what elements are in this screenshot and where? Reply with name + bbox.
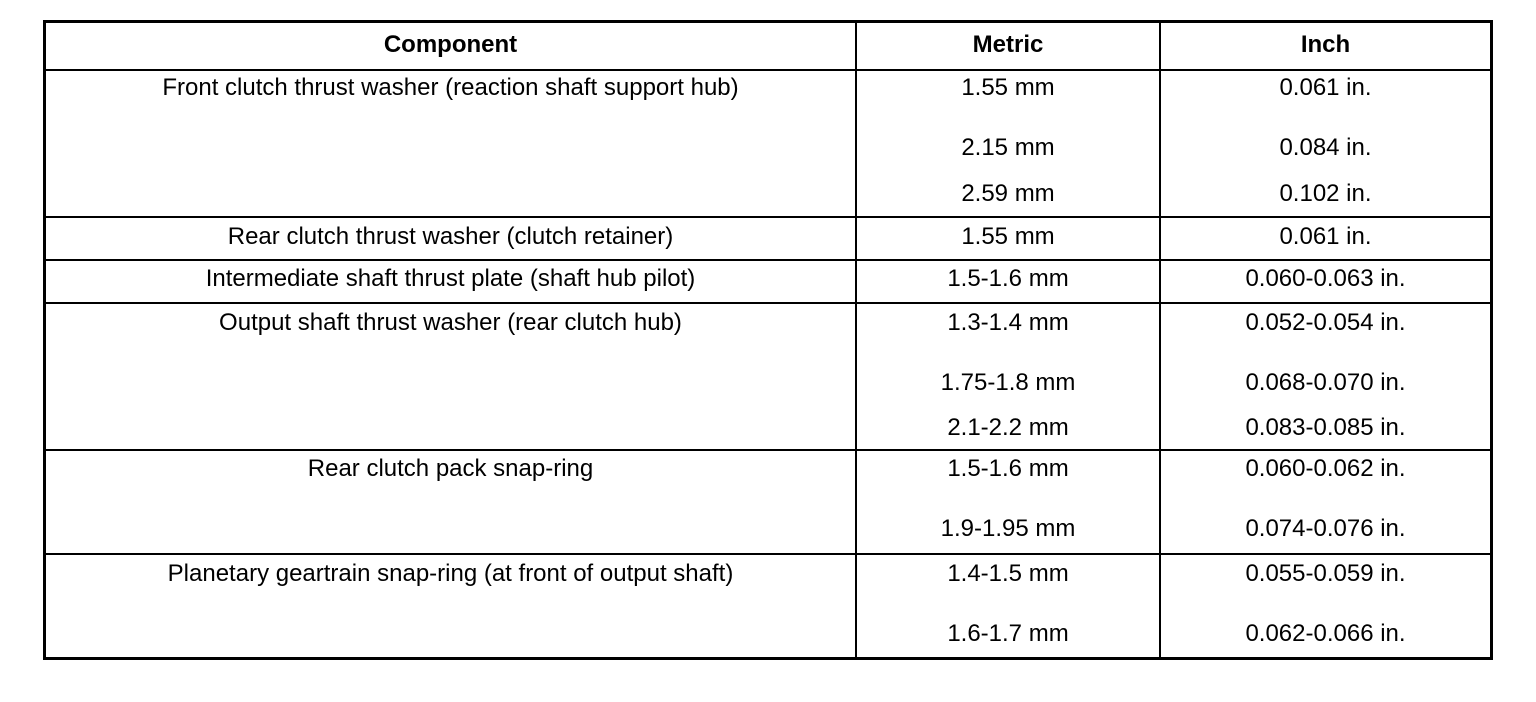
column-header-inch: Inch (1300, 31, 1351, 58)
metric-value: 1.55 mm (961, 223, 1055, 250)
component-cell (46, 555, 857, 657)
component-name: Front clutch thrust washer (reaction shaft support hub) (162, 74, 739, 101)
inch-cell (1161, 261, 1490, 302)
metric-cell (857, 451, 1161, 553)
inch-cell (1161, 71, 1490, 216)
metric-value: 1.75-1.8 mm (940, 369, 1076, 396)
inch-value: 0.083-0.085 in. (1245, 414, 1406, 441)
metric-value: 2.1-2.2 mm (947, 414, 1069, 441)
inch-value: 0.060-0.063 in. (1245, 265, 1406, 292)
metric-value: 2.15 mm (961, 134, 1055, 161)
component-name: Rear clutch thrust washer (clutch retainer) (227, 223, 674, 250)
table-row (46, 69, 1490, 216)
metric-value: 1.3-1.4 mm (947, 309, 1069, 336)
inch-cell (1161, 218, 1490, 259)
inch-cell (1161, 451, 1490, 553)
component-cell (46, 451, 857, 553)
table-header-row (46, 23, 1490, 69)
inch-value: 0.060-0.062 in. (1245, 455, 1406, 482)
metric-value: 1.6-1.7 mm (947, 620, 1069, 647)
inch-value: 0.074-0.076 in. (1245, 515, 1406, 542)
table-row (46, 259, 1490, 302)
metric-cell (857, 261, 1161, 302)
component-cell (46, 218, 857, 259)
metric-cell (857, 218, 1161, 259)
table-row (46, 216, 1490, 259)
table-row (46, 553, 1490, 657)
metric-value: 2.59 mm (961, 180, 1055, 207)
inch-cell (1161, 304, 1490, 449)
metric-value: 1.55 mm (961, 74, 1055, 101)
metric-value: 1.4-1.5 mm (947, 560, 1069, 587)
inch-value: 0.068-0.070 in. (1245, 369, 1406, 396)
metric-value: 1.9-1.95 mm (940, 515, 1076, 542)
component-name: Output shaft thrust washer (rear clutch hub) (219, 309, 682, 336)
inch-value: 0.102 in. (1279, 180, 1372, 207)
component-cell (46, 261, 857, 302)
metric-cell (857, 304, 1161, 449)
metric-value: 1.5-1.6 mm (947, 265, 1069, 292)
component-cell (46, 304, 857, 449)
component-name: Rear clutch pack snap-ring (307, 455, 594, 482)
inch-value: 0.084 in. (1279, 134, 1372, 161)
component-cell (46, 71, 857, 216)
metric-value: 1.5-1.6 mm (947, 455, 1069, 482)
inch-value: 0.055-0.059 in. (1245, 560, 1406, 587)
inch-value: 0.062-0.066 in. (1245, 620, 1406, 647)
component-name: Intermediate shaft thrust plate (shaft hub pilot) (205, 265, 696, 292)
metric-cell (857, 71, 1161, 216)
table-row (46, 449, 1490, 553)
inch-value: 0.061 in. (1279, 74, 1372, 101)
metric-cell (857, 555, 1161, 657)
inch-cell (1161, 555, 1490, 657)
inch-value: 0.052-0.054 in. (1245, 309, 1406, 336)
inch-value: 0.061 in. (1279, 223, 1372, 250)
table-row (46, 302, 1490, 449)
column-header-component: Component (46, 23, 857, 69)
specifications-table (43, 20, 1493, 660)
component-name: Planetary geartrain snap-ring (at front of output shaft) (167, 560, 734, 587)
column-header-metric: Metric (857, 23, 1161, 69)
